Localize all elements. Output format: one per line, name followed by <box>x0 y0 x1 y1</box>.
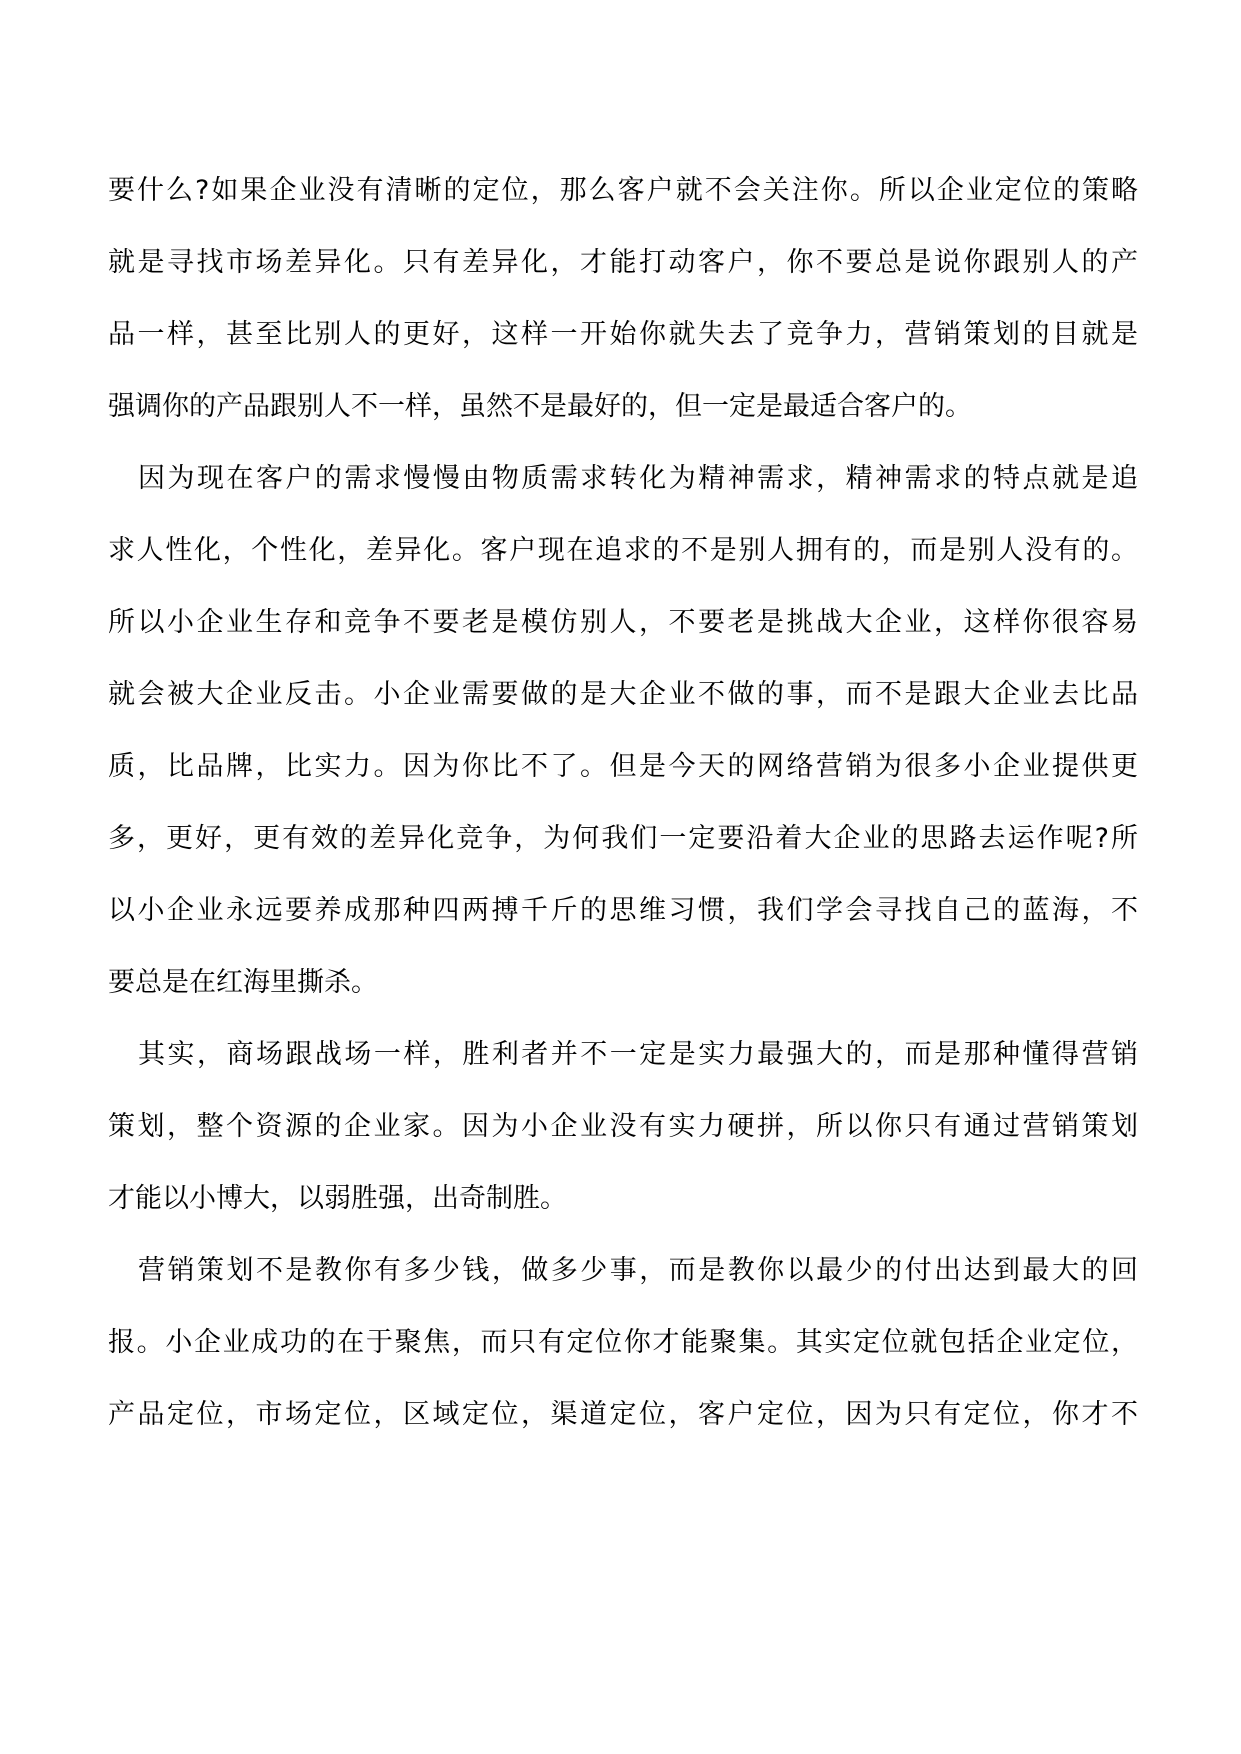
paragraph-first-line: 因为现在客户的需求慢慢由物质需求转化为精神需求，精神需求的特点就是追 <box>138 463 1138 494</box>
text-line: 质，比品牌，比实力。因为你比不了。但是今天的网络营销为很多小企业提供更 <box>108 751 1138 782</box>
text-line: 求人性化，个性化，差异化。客户现在追求的不是别人拥有的，而是别人没有的。 <box>108 535 1138 566</box>
text-line: 才能以小博大，以弱胜强，出奇制胜。 <box>108 1183 567 1214</box>
text-line: 品一样，甚至比别人的更好，这样一开始你就失去了竞争力，营销策划的目就是 <box>108 319 1138 350</box>
text-line: 所以小企业生存和竞争不要老是模仿别人，不要老是挑战大企业，这样你很容易 <box>108 607 1138 638</box>
text-line: 以小企业永远要养成那种四两搏千斤的思维习惯，我们学会寻找自己的蓝海，不 <box>108 895 1138 926</box>
text-line: 多，更好，更有效的差异化竞争，为何我们一定要沿着大企业的思路去运作呢?所 <box>108 823 1138 854</box>
text-line: 要什么?如果企业没有清晰的定位，那么客户就不会关注你。所以企业定位的策略 <box>108 175 1138 206</box>
paragraph-first-line: 其实，商场跟战场一样，胜利者并不一定是实力最强大的，而是那种懂得营销 <box>138 1039 1138 1070</box>
paragraph-first-line: 营销策划不是教你有多少钱，做多少事，而是教你以最少的付出达到最大的回 <box>138 1255 1138 1286</box>
text-line: 强调你的产品跟别人不一样，虽然不是最好的，但一定是最适合客户的。 <box>108 391 972 422</box>
text-line: 策划，整个资源的企业家。因为小企业没有实力硬拼，所以你只有通过营销策划 <box>108 1111 1138 1142</box>
text-line: 要总是在红海里撕杀。 <box>108 967 378 998</box>
text-line: 报。小企业成功的在于聚焦，而只有定位你才能聚集。其实定位就包括企业定位， <box>108 1327 1138 1358</box>
text-line: 就是寻找市场差异化。只有差异化，才能打动客户，你不要总是说你跟别人的产 <box>108 247 1138 278</box>
text-line: 产品定位，市场定位，区域定位，渠道定位，客户定位，因为只有定位，你才不 <box>108 1399 1138 1430</box>
text-line: 就会被大企业反击。小企业需要做的是大企业不做的事，而不是跟大企业去比品 <box>108 679 1138 710</box>
